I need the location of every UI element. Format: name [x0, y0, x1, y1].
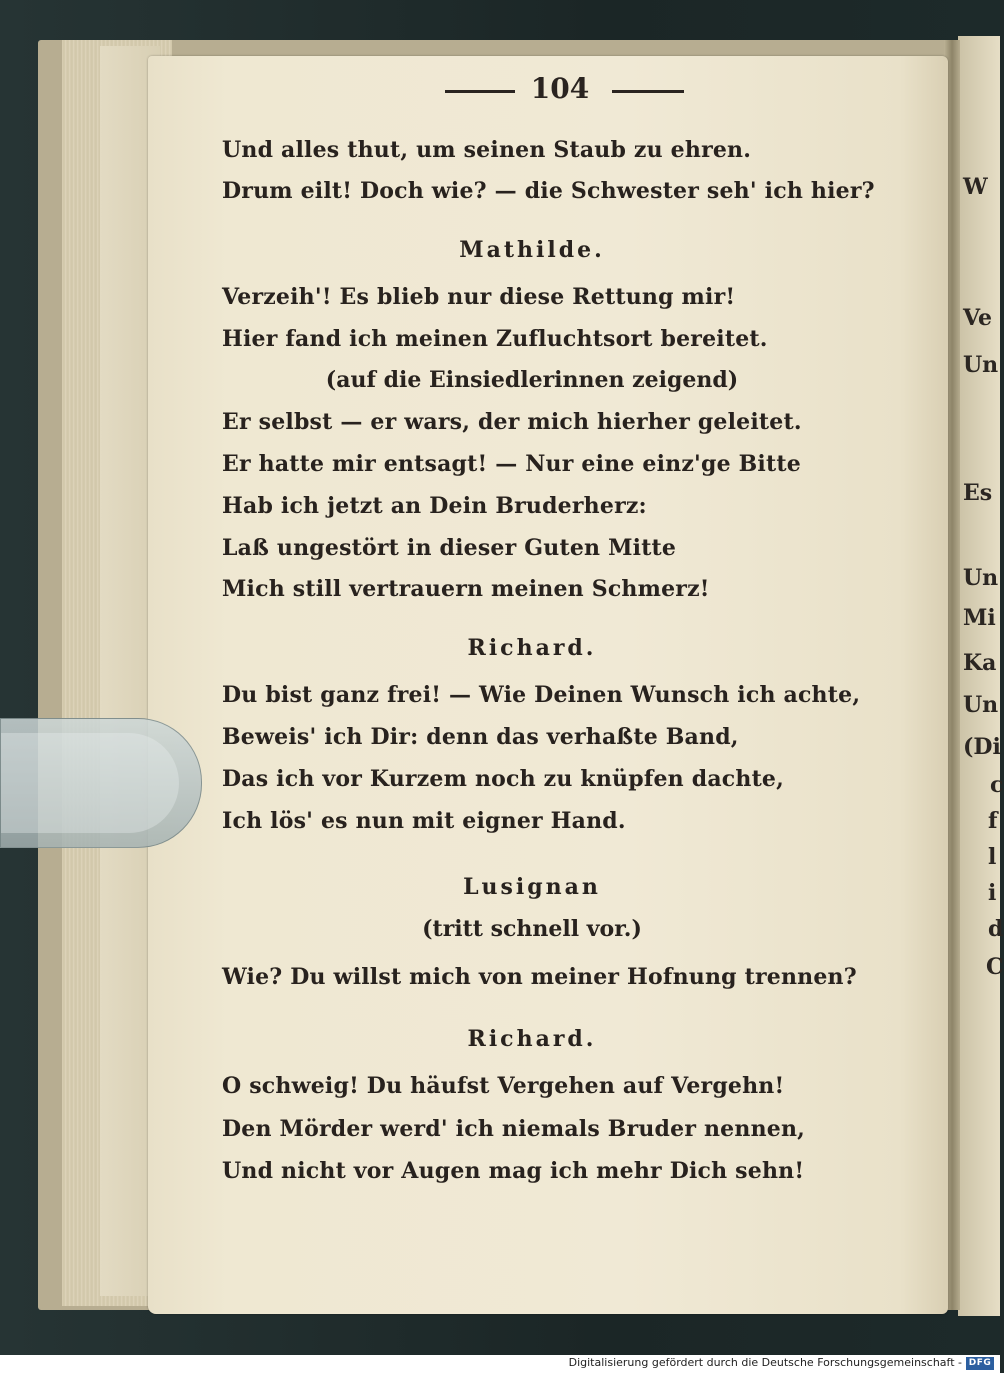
facing-page-fragment: d	[988, 916, 1004, 942]
funding-credit: Digitalisierung gefördert durch die Deutsche Forschungsgemeinschaft -	[568, 1356, 962, 1369]
stage-direction: (auf die Einsiedlerinnen zeigend)	[325, 367, 739, 393]
text-line: Beweis' ich Dir: denn das verhaßte Band,	[222, 724, 739, 750]
facing-page-fragment: Un	[963, 565, 999, 591]
page-number: 104	[530, 72, 590, 105]
facing-page-fragment: l	[988, 844, 997, 870]
facing-page-fragment: Ve	[963, 305, 993, 331]
facing-page	[958, 36, 1000, 1316]
text-line: O schweig! Du häufst Vergehen auf Vergehn!	[222, 1073, 785, 1099]
text-line: Er selbst — er wars, der mich hierher geleitet.	[222, 409, 802, 435]
speaker-name: Lusignan	[463, 874, 601, 900]
facing-page-fragment: W	[963, 174, 988, 200]
text-line: Du bist ganz frei! — Wie Deinen Wunsch ich achte,	[222, 682, 861, 708]
text-line: Wie? Du willst mich von meiner Hofnung trennen?	[222, 964, 857, 990]
stage-direction: (tritt schnell vor.)	[422, 916, 642, 942]
facing-page-fragment: f	[988, 808, 998, 834]
facing-page-fragment: c	[990, 772, 1004, 798]
footer-bar	[0, 1355, 1000, 1373]
text-line: Das ich vor Kurzem noch zu knüpfen dachte,	[222, 766, 784, 792]
text-line: Er hatte mir entsagt! — Nur eine einz'ge Bitte	[222, 451, 801, 477]
facing-page-fragment: (Di	[963, 734, 1001, 760]
facing-page-fragment: Un	[963, 352, 999, 378]
facing-page-fragment: C	[986, 954, 1004, 980]
page-holder-clip	[0, 718, 202, 848]
text-line: Laß ungestört in dieser Guten Mitte	[222, 535, 677, 561]
facing-page-fragment: Un	[963, 692, 999, 718]
text-line: Ich lös' es nun mit eigner Hand.	[222, 808, 626, 834]
text-line: Hab ich jetzt an Dein Bruderherz:	[222, 493, 647, 519]
facing-page-fragment: i	[988, 880, 997, 906]
facing-page-fragment: Es	[963, 480, 993, 506]
speaker-name: Richard.	[467, 635, 597, 661]
text-line: Und nicht vor Augen mag ich mehr Dich sehn!	[222, 1158, 805, 1184]
text-line: Drum eilt! Doch wie? — die Schwester seh' ich hier?	[222, 178, 875, 204]
text-line: Verzeih'! Es blieb nur diese Rettung mir!	[222, 284, 736, 310]
text-line: Mich still vertrauern meinen Schmerz!	[222, 576, 710, 602]
speaker-name: Mathilde.	[459, 237, 605, 263]
text-line: Den Mörder werd' ich niemals Bruder nennen,	[222, 1116, 806, 1142]
facing-page-fragment: Ka	[963, 650, 997, 676]
text-line: Hier fand ich meinen Zufluchtsort bereitet.	[222, 326, 768, 352]
clip-highlight	[1, 733, 179, 833]
facing-page-fragment: Mi	[963, 605, 996, 631]
speaker-name: Richard.	[467, 1026, 597, 1052]
dfg-logo: DFG	[966, 1357, 994, 1370]
text-line: Und alles thut, um seinen Staub zu ehren.	[222, 137, 752, 163]
